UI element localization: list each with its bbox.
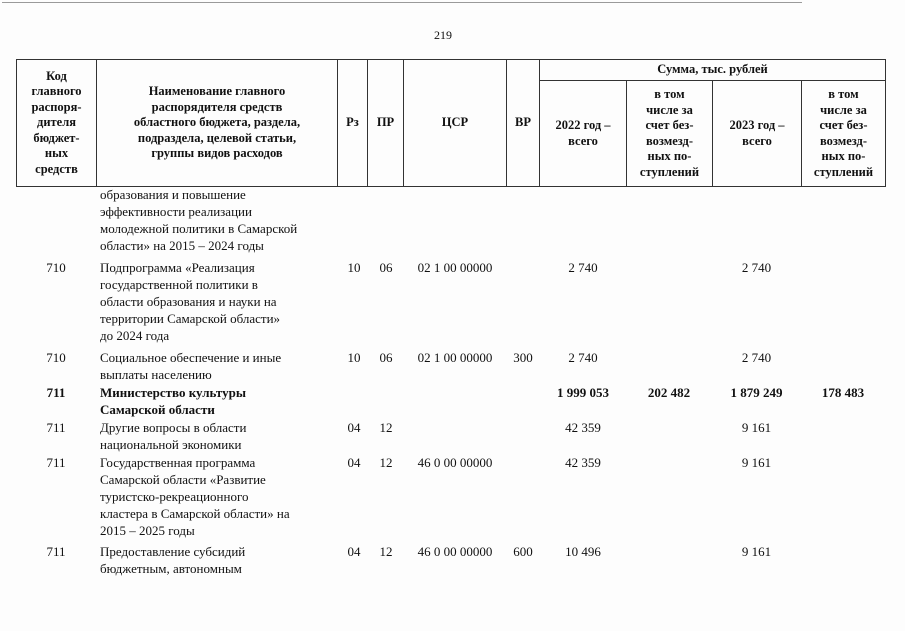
header-nonrepay-2022: в том числе за счет без- возмезд- ных по- ступлений: [639, 87, 700, 179]
row-name: Подпрограмма «Реализация государственной политики в области образования и науки на территории Самарской области» до 2024 года: [100, 260, 281, 343]
header-total-2023: 2023 год – всего: [729, 118, 785, 148]
row-pr: 06: [379, 350, 393, 365]
header-name: Наименование главного распорядителя средств областного бюджета, раздела, подраздела, целевой статьи, группы видов расходов: [133, 84, 301, 161]
row-code: 710: [46, 260, 66, 275]
row-nonrepay-2023: 178 483: [821, 385, 865, 400]
header-vr: ВР: [515, 115, 531, 130]
row-total-2023: 9 161: [741, 420, 772, 435]
row-code: 711: [46, 544, 66, 559]
row-total-2023: 9 161: [741, 455, 772, 470]
header-pr: ПР: [376, 115, 395, 130]
header-sum: Сумма, тыс. рублей: [657, 62, 768, 77]
row-csr: 46 0 00 00000: [417, 455, 493, 470]
page-number: 219: [434, 28, 452, 42]
row-rz: 10: [347, 350, 361, 365]
row-csr: 02 1 00 00000: [417, 260, 493, 275]
row-total-2022: 10 496: [565, 544, 601, 559]
row-pr: 12: [379, 544, 393, 559]
header-nonrepay-2023: в том числе за счет без- возмезд- ных по- ступлений: [813, 87, 874, 179]
row-rz: 04: [347, 420, 361, 435]
row-name: Предоставление субсидий бюджетным, автономным: [100, 544, 246, 576]
row-total-2023: 1 879 249: [730, 385, 783, 400]
row-total-2023: 2 740: [741, 350, 772, 365]
header-total-2022: 2022 год – всего: [555, 118, 611, 148]
row-name: Другие вопросы в области национальной экономики: [100, 420, 247, 452]
row-name: Социальное обеспечение и иные выплаты населению: [100, 350, 282, 382]
row-total-2023: 2 740: [741, 260, 772, 275]
row-code: 711: [46, 420, 66, 435]
col-border: [885, 59, 886, 187]
row-name: Министерство культуры Самарской области: [100, 385, 246, 417]
table-header: [0, 0, 905, 190]
row-rz: 04: [347, 455, 361, 470]
row-rz: 04: [347, 544, 361, 559]
row-name: Государственная программа Самарской области «Развитие туристско-рекреационного кластера в Самарской области» на 2015 – 2025 годы: [100, 455, 290, 538]
row-rz: 10: [347, 260, 361, 275]
row-csr: 02 1 00 00000: [417, 350, 493, 365]
row-code: 711: [46, 385, 66, 400]
header-code: Код главного распоря- дителя бюджет- ных средств: [31, 68, 82, 176]
row-vr: 600: [513, 544, 533, 559]
row-total-2022: 42 359: [565, 455, 601, 470]
row-total-2022: 2 740: [568, 350, 598, 365]
row-total-2023: 9 161: [741, 544, 772, 559]
header-csr: ЦСР: [441, 115, 469, 130]
row-name: образования и повышение эффективности реализации молодежной политики в Самарской области» на 2015 – 2024 годы: [100, 187, 298, 253]
row-csr: 46 0 00 00000: [417, 544, 493, 559]
row-pr: 12: [379, 420, 393, 435]
row-code: 710: [46, 350, 66, 365]
row-code: 711: [46, 455, 66, 470]
row-total-2022: 1 999 053: [557, 385, 609, 400]
row-pr: 06: [379, 260, 393, 275]
row-total-2022: 2 740: [568, 260, 598, 275]
row-vr: 300: [513, 350, 533, 365]
header-rz: Рз: [346, 115, 359, 130]
row-pr: 12: [379, 455, 393, 470]
row-total-2022: 42 359: [565, 420, 601, 435]
row-nonrepay-2022: 202 482: [647, 385, 691, 400]
